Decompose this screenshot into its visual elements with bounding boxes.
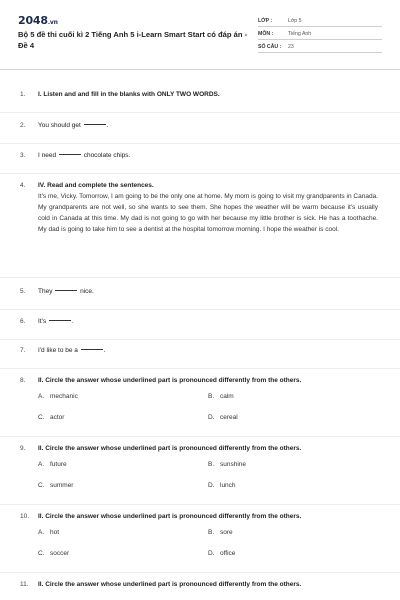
option-d[interactable] <box>208 481 378 491</box>
question-text <box>38 317 378 327</box>
question-body <box>38 181 378 235</box>
question-8 <box>20 376 378 423</box>
option-text: mechanic <box>50 393 78 400</box>
option-text: sunshine <box>220 461 247 468</box>
question-text: II. Circle the answer whose underlined part is pronounced differently from the others. <box>38 581 302 588</box>
text-after: . <box>106 122 109 129</box>
question-separator <box>0 173 400 174</box>
options-row <box>38 460 378 470</box>
option-text: calm <box>220 393 234 400</box>
question-number: 9. <box>20 445 26 452</box>
meta-box <box>258 14 382 64</box>
option-b[interactable] <box>208 392 378 402</box>
option-letter: B. <box>208 529 215 536</box>
text-after: chocolate chips. <box>83 152 131 159</box>
question-body <box>38 444 378 491</box>
options-row <box>38 549 378 559</box>
option-a[interactable] <box>38 460 208 470</box>
question-number: 8. <box>20 377 26 384</box>
question-6 <box>20 317 378 327</box>
meta-key: LỚP : <box>258 18 273 24</box>
question-2 <box>20 121 378 131</box>
question-number: 1. <box>20 91 26 98</box>
question-number: 3. <box>20 152 26 159</box>
option-letter: A. <box>38 461 45 468</box>
question-9 <box>20 444 378 491</box>
option-letter: A. <box>38 529 45 536</box>
text-after: . <box>103 347 106 354</box>
question-separator <box>0 339 400 340</box>
site-logo[interactable] <box>18 14 248 27</box>
text-before: They <box>38 288 53 295</box>
option-text: lunch <box>220 482 236 489</box>
question-text <box>38 151 378 161</box>
option-text: future <box>50 461 67 468</box>
question-number: 6. <box>20 318 26 325</box>
option-a[interactable] <box>38 528 208 538</box>
option-letter: C. <box>38 550 45 557</box>
answer-blank[interactable] <box>59 154 81 155</box>
logo-suffix: .vn <box>47 19 58 26</box>
question-5 <box>20 287 378 297</box>
question-7 <box>20 346 378 356</box>
meta-count-row <box>258 40 382 53</box>
question-text: II. Circle the answer whose underlined part is pronounced differently from the others. <box>38 445 302 452</box>
question-11 <box>20 580 378 590</box>
meta-value: Lớp 5 <box>288 18 302 24</box>
question-separator <box>0 436 400 437</box>
answer-blank[interactable] <box>49 320 71 321</box>
page-header <box>18 0 382 64</box>
option-text: cereal <box>220 414 238 421</box>
question-text <box>38 121 378 131</box>
text-before: I need <box>38 152 57 159</box>
meta-value: Tiếng Anh <box>288 31 312 37</box>
question-3 <box>20 151 378 161</box>
question-text: II. Circle the answer whose underlined part is pronounced differently from the others. <box>38 513 302 520</box>
option-b[interactable] <box>208 460 378 470</box>
question-separator <box>0 572 400 573</box>
option-letter: A. <box>38 393 45 400</box>
text-after: . <box>71 318 74 325</box>
document-title: Bộ 5 đề thi cuối kì 2 Tiếng Anh 5 i-Learn Smart Start có đáp án - Đề 4 <box>18 30 248 50</box>
option-letter: B. <box>208 393 215 400</box>
question-number: 10. <box>20 513 30 520</box>
question-separator <box>0 309 400 310</box>
question-text: II. Circle the answer whose underlined part is pronounced differently from the others. <box>38 377 302 384</box>
option-text: hot <box>50 529 60 536</box>
option-letter: D. <box>208 414 215 421</box>
question-number: 11. <box>20 581 29 588</box>
option-c[interactable] <box>38 549 208 559</box>
meta-key: SỐ CÂU : <box>258 44 282 50</box>
question-body <box>38 512 378 559</box>
question-number: 4. <box>20 182 26 189</box>
options-row <box>38 481 378 491</box>
reading-passage: It's me, Vicky. Tomorrow, I am going to be the only one at home. My mom is going to visit my grandparents in Canada. My grandparents are not well, so she wants to see them. She hopes the weather will be warm because it's usually cold in Canada at this time. My dad is not going to go with her because my little brother is sick. He has a toothache. My dad is going to take him to see a dentist at the hospital tomorrow morning. I hope the weather is cool. <box>38 193 378 233</box>
option-text: office <box>220 550 236 557</box>
logo-text: 2048 <box>18 14 48 27</box>
text-after: nice. <box>80 288 94 295</box>
question-separator <box>0 143 400 144</box>
options-row <box>38 413 378 423</box>
option-c[interactable] <box>38 481 208 491</box>
question-text <box>38 346 378 356</box>
option-letter: D. <box>208 550 215 557</box>
question-1 <box>20 90 378 100</box>
question-separator <box>0 277 400 278</box>
option-text: sore <box>220 529 233 536</box>
question-4 <box>20 181 378 235</box>
answer-blank[interactable] <box>84 124 106 125</box>
question-separator <box>0 368 400 369</box>
answer-blank[interactable] <box>81 349 103 350</box>
question-text <box>38 287 378 297</box>
option-a[interactable] <box>38 392 208 402</box>
meta-subject-row <box>258 27 382 40</box>
question-separator <box>0 504 400 505</box>
meta-value: 23 <box>288 44 294 50</box>
question-separator <box>0 112 400 113</box>
option-letter: C. <box>38 482 45 489</box>
option-text: actor <box>50 414 65 421</box>
option-b[interactable] <box>208 528 378 538</box>
option-text: summer <box>50 482 74 489</box>
question-number: 2. <box>20 122 26 129</box>
option-letter: B. <box>208 461 215 468</box>
options-row <box>38 528 378 538</box>
text-before: It's <box>38 318 47 325</box>
text-before: I'd like to be a <box>38 347 78 354</box>
question-number: 5. <box>20 288 26 295</box>
section-heading: IV. Read and complete the sentences. <box>38 182 154 189</box>
option-letter: D. <box>208 482 215 489</box>
option-text: soccer <box>50 550 70 557</box>
question-body <box>38 376 378 423</box>
question-10 <box>20 512 378 559</box>
option-d[interactable] <box>208 413 378 423</box>
option-d[interactable] <box>208 549 378 559</box>
text-before: You should get <box>38 122 81 129</box>
answer-blank[interactable] <box>55 290 77 291</box>
meta-class-row <box>258 14 382 27</box>
header-divider <box>0 69 400 70</box>
header-left <box>18 14 258 64</box>
meta-key: MÔN : <box>258 31 274 37</box>
options-row <box>38 392 378 402</box>
question-number: 7. <box>20 347 26 354</box>
option-c[interactable] <box>38 413 208 423</box>
option-letter: C. <box>38 414 45 421</box>
question-text: I. Listen and and fill in the blanks with ONLY TWO WORDS. <box>38 91 220 98</box>
